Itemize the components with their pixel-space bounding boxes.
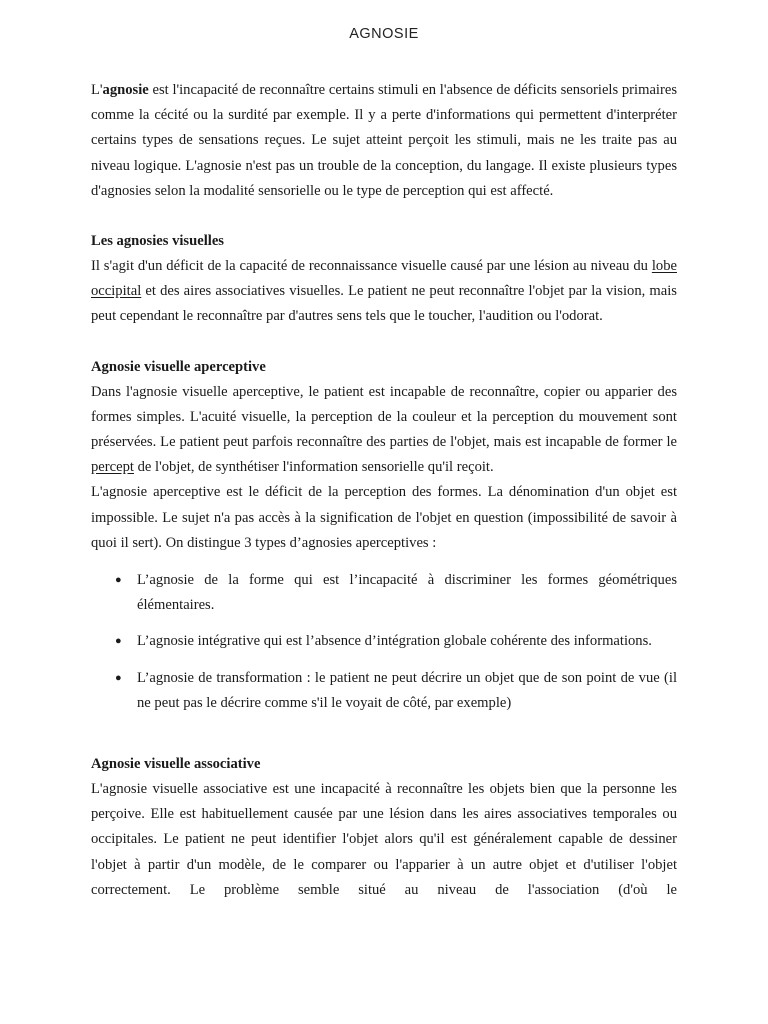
list-item-text: L’agnosie de la forme qui est l’incapacité à discriminer les formes géométriques élémentaires. (137, 572, 677, 614)
apperceptive-text-before: Dans l'agnosie visuelle aperceptive, le patient est incapable de reconnaître, copier ou apparier des formes simples. L'acuité visuelle, la perception de la couleur et la perception du mouvement sont préservées. Le patient peut parfois reconnaître des parties de l'objet, mais est incapable de former le (91, 383, 677, 451)
section-heading-associative: Agnosie visuelle associative (91, 756, 261, 773)
intro-text: est l'incapacité de reconnaître certains stimuli en l'absence de déficits sensoriels primaires comme la cécité ou la surdité par exemple. Il y a perte d'informations qui permettent d'interpréter certains types de sensations reçues. Le sujet atteint perçoit les stimuli, mais ne les traite pas au niveau logique. L'agnosie n'est pas un trouble de la conception, du langage. Il existe plusieurs types d'agnosies selon la modalité sensorielle ou le type de perception qui est affecté. (91, 82, 677, 199)
apperceptive-paragraph (91, 380, 677, 481)
visual-text-after: et des aires associatives visuelles. Le patient ne peut reconnaître l'objet par la vision, mais peut cependant le reconnaître par d'autres sens tels que le toucher, l'audition ou l'odorat. (91, 283, 677, 325)
list-item-text: L’agnosie intégrative qui est l’absence d’intégration globale cohérente des informations. (137, 633, 652, 650)
section-heading-visual: Les agnosies visuelles (91, 233, 224, 250)
bullet-icon: ● (115, 574, 122, 587)
section-heading-apperceptive: Agnosie visuelle aperceptive (91, 358, 266, 375)
apperceptive-paragraph-2: L'agnosie aperceptive est le déficit de la perception des formes. La dénomination d'un objet est impossible. Le sujet n'a pas accès à la signification de l'objet en question (impossibilité de savoir à quoi il sert). On distingue 3 types d’agnosies aperceptives : (91, 484, 677, 551)
document-title: AGNOSIE (349, 26, 419, 42)
intro-paragraph (91, 78, 677, 204)
associative-paragraph: L'agnosie visuelle associative est une incapacité à reconnaître les objets bien que la personne les perçoive. Elle est habituellement causée par une lésion dans les aires associatives temporales ou occipitales. Le patient ne peut identifier l'objet alors qu'il est généralement capable de dessiner l'objet à partir d'un modèle, de le comparer ou l'apparier à un autre objet et d'utiliser l'objet correctement. Le problème semble situé au niveau de l'association (d'où le (91, 781, 677, 898)
document-body (91, 78, 677, 903)
apperceptive-text-after: de l'objet, de synthétiser l'information sensorielle qu'il reçoit. (133, 459, 494, 476)
bullet-icon: ● (115, 671, 122, 684)
visual-paragraph (91, 254, 677, 330)
lobe-occipital-link[interactable]: lobe occipital (91, 258, 677, 300)
spacer (91, 556, 677, 568)
spacer (91, 330, 677, 355)
intro-lead: L' (91, 82, 103, 98)
list-item (91, 568, 677, 618)
apperceptive-types-list (91, 568, 677, 716)
list-item (91, 666, 677, 716)
bullet-icon: ● (115, 635, 122, 648)
visual-text-before: Il s'agit d'un déficit de la capacité de reconnaissance visuelle causé par une lésion au niveau du (91, 258, 652, 275)
list-item-text: L’agnosie de transformation : le patient ne peut décrire un objet que de son point de vue (il ne peut pas le décrire comme s'il le voyait de côté, par exemple) (137, 669, 677, 711)
spacer (91, 727, 677, 752)
intro-term: agnosie (102, 82, 149, 98)
list-item (91, 629, 677, 654)
percept-link[interactable]: percept (91, 459, 134, 476)
spacer (91, 204, 677, 229)
